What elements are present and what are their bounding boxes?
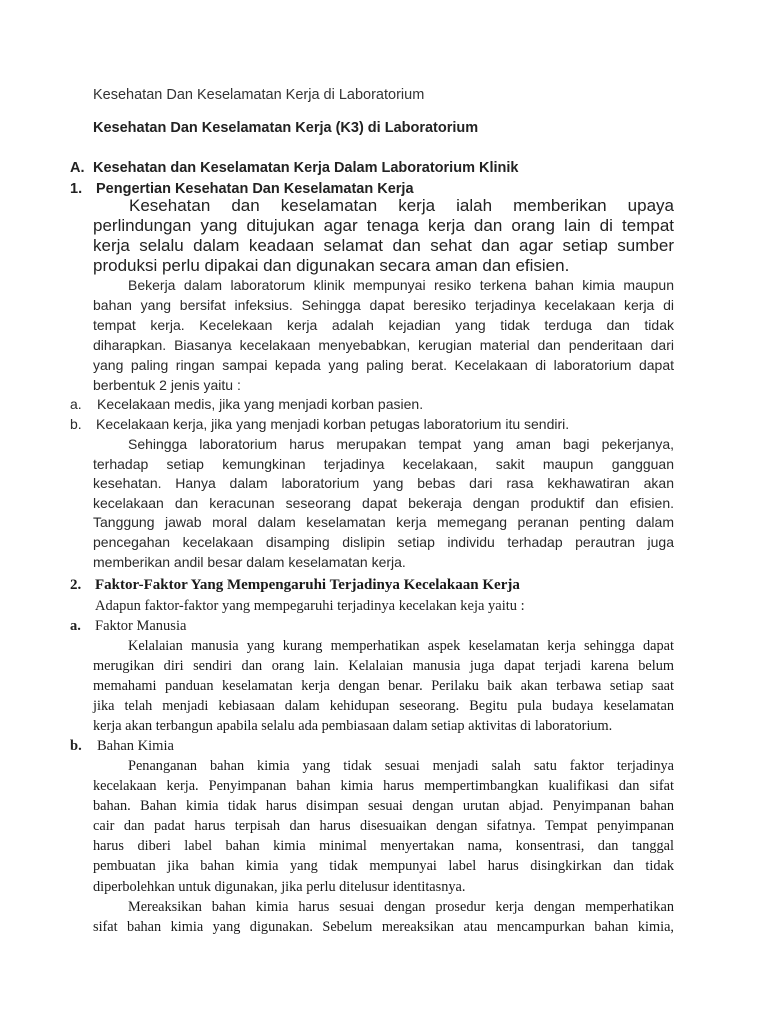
section-2-intro: Adapun faktor-faktor yang mempegaruhi terjadinya kecelakan keja yaitu : (95, 598, 525, 614)
text-line: sifat bahan kimia yang digunakan. Sebelum mereaksikan atau mencampurkan bahan kimia, (93, 919, 674, 936)
text-line: kecelakaan dan keracunan seseorang dapat bekeraja dengan produktif dan efisien. (93, 494, 674, 511)
text-line: perlindungan yang ditujukan agar tenaga kerja dan orang lain di tempat (93, 216, 674, 235)
text-line: diperbolehkan untuk digunakan, jika perlu ditelusur identitasnya. (93, 878, 466, 895)
factor-a-heading (70, 618, 186, 635)
text-line: memahami panduan keselamatan kerja dengan benar. Perilaku baik akan terbawa setiap saat (93, 678, 674, 695)
text-line: Bekerja dalam laboratorum klinik mempunyai resiko terkena bahan kimia maupun (128, 277, 674, 293)
text-line: merugikan diri sendiri dan orang lain. Kelalaian manusia juga dapat terjadi karena belum (93, 658, 674, 675)
text-line: bahan. Bahan kimia tidak harus disimpan sesuai dengan urutan abjad. Penyimpanan bahan (93, 798, 674, 815)
text-line: pembuatan jika bahan kimia yang tidak mempunyai label harus disingkirkan dan tidak (93, 858, 674, 875)
text-line: kesehatan. Hanya dalam laboratorium yang bebas dari rasa kekhawatiran akan (93, 475, 674, 492)
factor-b-marker: b. (70, 738, 82, 754)
list-text: Kecelakaan kerja, jika yang menjadi korban petugas laboratorium itu sendiri. (96, 416, 570, 432)
section-2-heading (70, 577, 520, 594)
text-line: yang paling ringan sampai kepada yang paling berat. Kecelakaan di laboratorium dapat (93, 357, 674, 373)
section-a-heading (70, 160, 518, 176)
text-line: tempat kerja. Kecelekaan kerja adalah kejadian yang tidak terduga dan tidak (93, 317, 674, 333)
factor-b-paragraph (93, 756, 674, 897)
section-1-heading (70, 181, 414, 197)
text-line: Sehingga laboratorium harus merupakan tempat yang aman bagi pekerjanya, (128, 436, 674, 452)
section-1-marker: 1. (70, 181, 83, 197)
text-line: jika telah menjadi kebiasaan dalam kehidupan seseorang. Begitu pula budaya keselamatan (93, 698, 674, 715)
factor-a-paragraph (93, 636, 674, 736)
text-line: memberikan andil besar dalam keselamatan kerja. (93, 553, 406, 570)
text-line: diharapkan. Biasanya kecelakaan menyebabkan, kerugian material dan penderitaan dari (93, 337, 674, 353)
text-line: kecelakaan kerja. Penyimpanan bahan kimia harus mempertimbangkan kualifikasi dan sifat (93, 778, 674, 795)
factor-a-title: Faktor Manusia (95, 618, 187, 634)
section-2-marker: 2. (70, 577, 82, 593)
factor-a-marker: a. (70, 618, 81, 634)
factor-b-heading (70, 738, 174, 755)
list-text: Kecelakaan medis, jika yang menjadi korban pasien. (97, 396, 424, 412)
list-marker: b. (70, 416, 82, 432)
text-line: berbentuk 2 jenis yaitu : (93, 377, 241, 393)
text-line: Mereaksikan bahan kimia harus sesuai dengan prosedur kerja dengan memperhatikan (128, 899, 674, 915)
text-line: cair dan padat harus terpisah dan harus disesuaikan dengan sifatnya. Tempat penyimpanan (93, 818, 674, 835)
text-line: Tanggung jawab moral dalam keselamatan kerja memegang peranan penting dalam (93, 514, 674, 531)
text-line: Kelalaian manusia yang kurang memperhatikan aspek keselamatan kerja sehingga dapat (128, 638, 674, 654)
text-line: Penanganan bahan kimia yang tidak sesuai menjadi salah satu faktor terjadinya (128, 758, 674, 774)
text-line: kerja akan terbangun apabila selalu ada pembiasaan dalam setiap aktivitas di laboratorium. (93, 718, 613, 735)
list-item (70, 414, 569, 434)
text-line: produksi perlu dipakai dan digunakan secara aman dan efisien. (93, 256, 570, 275)
definition-paragraph (93, 196, 674, 276)
text-line: pencegahan kecelakaan disamping dislipin setiap individu terhadap perautran juga (93, 533, 674, 550)
text-line: bahan yang bersifat infeksius. Sehingga dapat beresiko terjadinya kecelakaan kerja di (93, 297, 674, 313)
section-1-title: Pengertian Kesehatan Dan Keselamatan Kerja (96, 181, 414, 197)
section-a-marker: A. (70, 160, 85, 176)
list-marker: a. (70, 396, 82, 412)
text-line: terhadap setiap kemungkinan terjadinya kecelakaan, sakit maupun gangguan (93, 455, 674, 472)
text-line: Kesehatan dan keselamatan kerja ialah memberikan upaya (129, 196, 674, 215)
factor-b-paragraph-2 (93, 897, 674, 937)
text-line: kerja selalu dalam keadaan selamat dan sehat dan agar setiap sumber (93, 236, 674, 255)
paragraph-lab-safety (93, 435, 674, 572)
list-item (70, 394, 423, 414)
factor-b-title: Bahan Kimia (97, 738, 174, 754)
paragraph-risk (93, 275, 674, 395)
document-title: Kesehatan Dan Keselamatan Kerja di Laboratorium (93, 87, 425, 103)
document-subtitle: Kesehatan Dan Keselamatan Kerja (K3) di Laboratorium (93, 120, 479, 136)
section-a-title: Kesehatan dan Keselamatan Kerja Dalam Laboratorium Klinik (93, 160, 519, 176)
text-line: harus diberi label bahan kimia minimal menyertakan nama, konsentrasi, dan tanggal (93, 838, 674, 855)
section-2-title: Faktor-Faktor Yang Mempengaruhi Terjadinya Kecelakaan Kerja (95, 577, 520, 593)
